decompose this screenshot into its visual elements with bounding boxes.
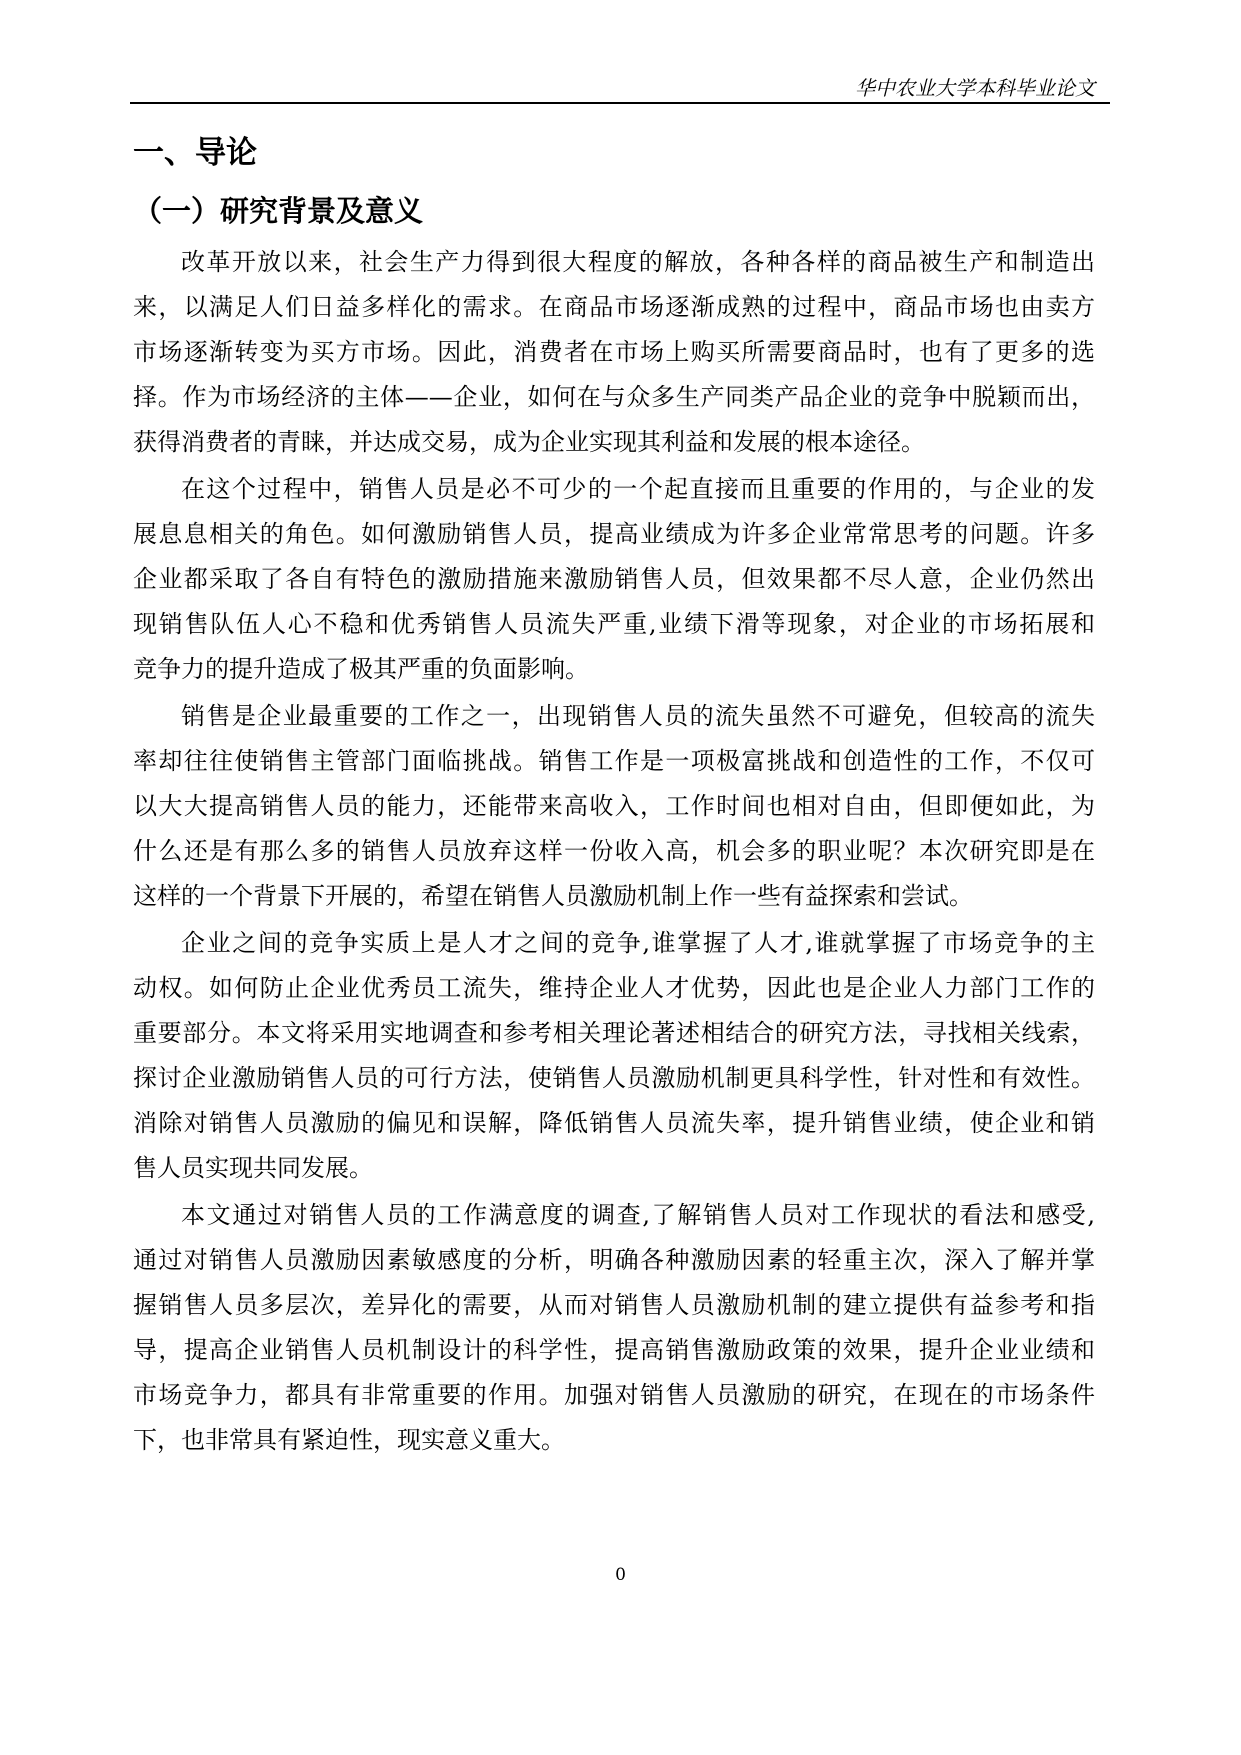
header-rule — [130, 102, 1110, 104]
text-line: 择。作为市场经济的主体——企业，如何在与众多生产同类产品企业的竞争中脱颖而出， — [133, 383, 1095, 411]
text-line: 售人员实现共同发展。 — [133, 1154, 373, 1182]
text-line: 展息息相关的角色。如何激励销售人员，提高业绩成为许多企业常常思考的问题。许多 — [133, 520, 1095, 548]
paragraph — [133, 467, 1095, 692]
text-line: 探讨企业激励销售人员的可行方法，使销售人员激励机制更具科学性，针对性和有效性。 — [133, 1064, 1095, 1092]
text-line: 现销售队伍人心不稳和优秀销售人员流失严重,业绩下滑等现象，对企业的市场拓展和 — [133, 610, 1095, 638]
section-title: （一）研究背景及意义 — [133, 194, 424, 228]
text-line: 改革开放以来，社会生产力得到很大程度的解放，各种各样的商品被生产和制造出 — [181, 248, 1095, 276]
text-line: 企业之间的竞争实质上是人才之间的竞争,谁掌握了人才,谁就掌握了市场竞争的主 — [181, 929, 1095, 957]
text-line: 市场竞争力，都具有非常重要的作用。加强对销售人员激励的研究，在现在的市场条件 — [133, 1381, 1095, 1409]
paragraph — [133, 240, 1095, 465]
text-line: 企业都采取了各自有特色的激励措施来激励销售人员，但效果都不尽人意，企业仍然出 — [133, 565, 1095, 593]
text-line: 动权。如何防止企业优秀员工流失，维持企业人才优势，因此也是企业人力部门工作的 — [133, 974, 1095, 1002]
text-line: 市场逐渐转变为买方市场。因此，消费者在市场上购买所需要商品时，也有了更多的选 — [133, 338, 1095, 366]
page-number: 0 — [615, 1565, 626, 1585]
text-line: 以大大提高销售人员的能力，还能带来高收入，工作时间也相对自由，但即便如此，为 — [133, 792, 1095, 820]
text-line: 消除对销售人员激励的偏见和误解，降低销售人员流失率，提升销售业绩，使企业和销 — [133, 1109, 1095, 1137]
text-line: 竞争力的提升造成了极其严重的负面影响。 — [133, 655, 589, 683]
text-line: 来，以满足人们日益多样化的需求。在商品市场逐渐成熟的过程中，商品市场也由卖方 — [133, 293, 1095, 321]
text-line: 在这个过程中，销售人员是必不可少的一个起直接而且重要的作用的，与企业的发 — [181, 475, 1095, 503]
text-line: 本文通过对销售人员的工作满意度的调查,了解销售人员对工作现状的看法和感受, — [181, 1201, 1095, 1229]
text-line: 重要部分。本文将采用实地调查和参考相关理论著述相结合的研究方法，寻找相关线索， — [133, 1019, 1095, 1047]
paragraph — [133, 694, 1095, 919]
text-line: 什么还是有那么多的销售人员放弃这样一份收入高，机会多的职业呢？本次研究即是在 — [133, 837, 1095, 865]
text-line: 通过对销售人员激励因素敏感度的分析，明确各种激励因素的轻重主次，深入了解并掌 — [133, 1246, 1095, 1274]
text-line: 导，提高企业销售人员机制设计的科学性，提高销售激励政策的效果，提升企业业绩和 — [133, 1336, 1095, 1364]
text-line: 获得消费者的青睐，并达成交易，成为企业实现其利益和发展的根本途径。 — [133, 428, 925, 456]
text-line: 率却往往使销售主管部门面临挑战。销售工作是一项极富挑战和创造性的工作，不仅可 — [133, 747, 1095, 775]
running-header: 华中农业大学本科毕业论文 — [855, 76, 1095, 100]
paragraph — [133, 921, 1095, 1191]
text-line: 销售是企业最重要的工作之一，出现销售人员的流失虽然不可避免，但较高的流失 — [181, 702, 1095, 730]
text-line: 握销售人员多层次，差异化的需要，从而对销售人员激励机制的建立提供有益参考和指 — [133, 1291, 1095, 1319]
paragraph — [133, 1193, 1095, 1463]
chapter-title: 一、导论 — [133, 135, 257, 171]
text-line: 下，也非常具有紧迫性，现实意义重大。 — [133, 1426, 565, 1454]
body-text — [133, 240, 1095, 1463]
text-line: 这样的一个背景下开展的，希望在销售人员激励机制上作一些有益探索和尝试。 — [133, 882, 973, 910]
